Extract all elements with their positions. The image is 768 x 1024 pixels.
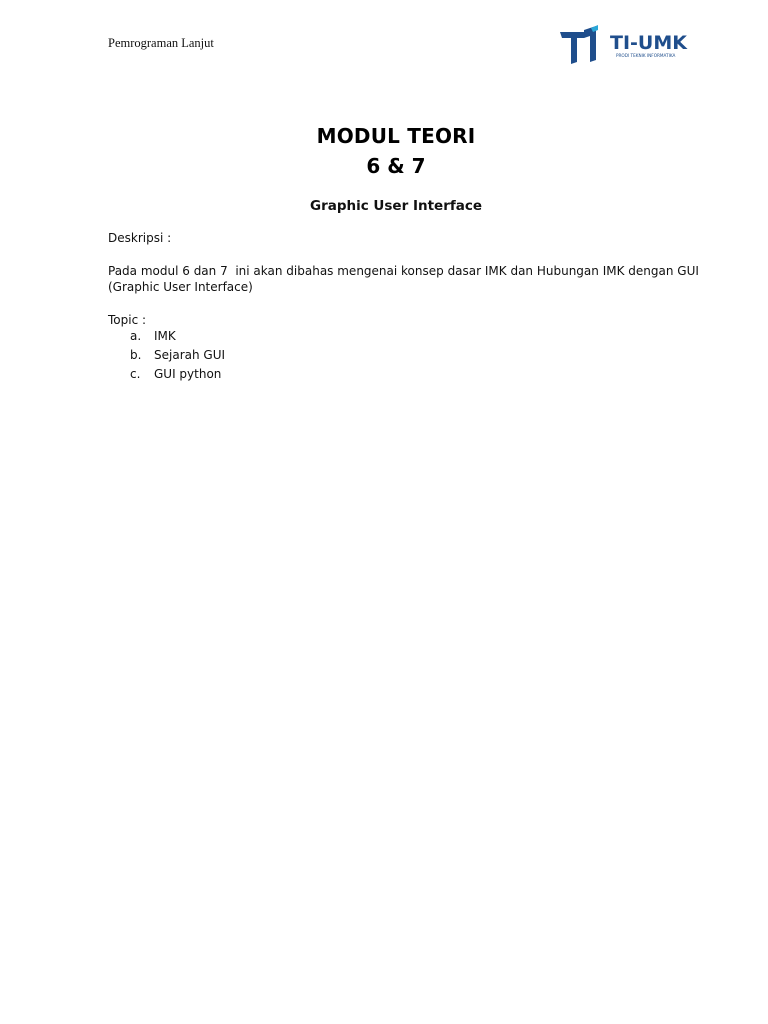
ti-umk-logo — [558, 24, 698, 68]
topic-marker: c. — [130, 367, 141, 381]
topic-label: Topic : — [108, 313, 147, 327]
topic-marker: b. — [130, 348, 142, 362]
description-label: Deskripsi : — [108, 231, 172, 245]
logo-tagline: PRODI TEKNIK INFORMATIKA — [616, 53, 676, 58]
running-header: Pemrograman Lanjut — [108, 36, 214, 50]
description-text-line2: (Graphic User Interface) — [108, 280, 253, 294]
module-title: MODUL TEORI — [316, 124, 476, 148]
module-number: 6 & 7 — [366, 154, 426, 178]
topic-text: GUI python — [154, 367, 222, 381]
ti-umk-logo-graphic — [558, 24, 698, 68]
logo-wordmark: TI-UMK — [610, 32, 687, 54]
topic-text: IMK — [154, 329, 176, 343]
topic-marker: a. — [130, 329, 142, 343]
topic-text: Sejarah GUI — [154, 348, 226, 362]
description-text-line1: Pada modul 6 dan 7 ini akan dibahas mengenai konsep dasar IMK dan Hubungan IMK dengan GUI — [108, 264, 699, 278]
module-subtitle: Graphic User Interface — [309, 198, 482, 214]
